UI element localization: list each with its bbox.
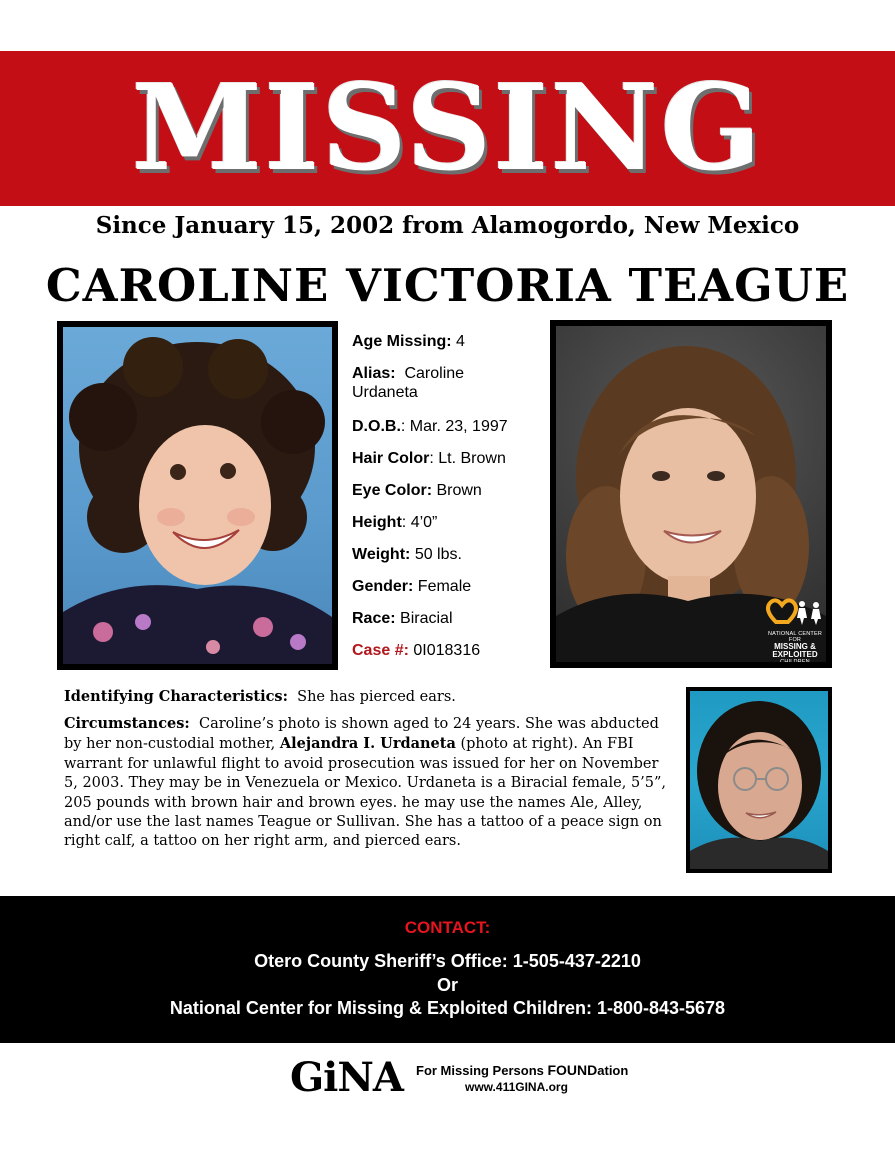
contact-title: CONTACT:: [404, 918, 491, 937]
fact-dob: D.O.B.: Mar. 23, 1997: [352, 418, 508, 435]
gina-url: www.411GINA.org: [465, 1080, 568, 1094]
fact-case-number: Case #: 0I018316: [352, 642, 481, 659]
missing-banner: [0, 51, 895, 206]
fact-hair-color: Hair Color: Lt. Brown: [352, 450, 506, 467]
circumstances: Circumstances: Caroline’s photo is shown aged to 24 years. She was abducted by her non-custodial mother, Alejandra I. Urdaneta (photo at right). An FBI warrant for unlawful flight to avoid prosecution was issued for her on November 5, 2003. They may be in Venezuela or Mexico. Urdaneta is a Biracial female, 5’5”, 205 pounds with brown hair and brown eyes. he may use the names Ale, Alley, and/or use the last names Teague or Sullivan. She has a tattoo of a peace sign on right calf, a tattoo on her right arm, and pierced ears.: [64, 715, 667, 850]
gina-tagline: For Missing Persons FOUNDation: [416, 1062, 629, 1078]
gina-logo-text: GiNA: [290, 1054, 403, 1101]
fact-age-missing: Age Missing: 4: [352, 333, 465, 350]
fact-race: Race: Biracial: [352, 610, 453, 627]
identifying-characteristics: Identifying Characteristics: She has pierced ears.: [64, 688, 456, 705]
abductor-photo: [686, 687, 832, 873]
contact-section: [0, 896, 895, 1043]
ncmec-heart-icon: [762, 596, 826, 626]
gina-foundation-logo: [290, 1056, 630, 1102]
age-progressed-photo: [550, 320, 832, 668]
fact-eye-color: Eye Color: Brown: [352, 482, 482, 499]
abductor-name: Alejandra I. Urdaneta: [279, 735, 456, 753]
contact-sheriff: Otero County Sheriff’s Office: 1-505-437-2210: [254, 951, 641, 971]
missing-person-name: CAROLINE VICTORIA TEAGUE: [45, 259, 850, 312]
fact-weight: Weight: 50 lbs.: [352, 546, 462, 563]
ncmec-logo: NATIONAL CENTER FOR MISSING & EXPLOITED CHILDREN: [762, 596, 826, 658]
fact-height: Height: 4’0”: [352, 514, 438, 531]
banner-title: MISSING: [131, 58, 764, 197]
since-line: Since January 15, 2002 from Alamogordo, New Mexico: [95, 212, 800, 239]
contact-ncmec: National Center for Missing & Exploited Children: 1-800-843-5678: [169, 998, 726, 1018]
childhood-photo: [57, 321, 338, 670]
fact-gender: Gender: Female: [352, 578, 472, 595]
child-portrait-illustration: [63, 327, 332, 664]
fact-alias: Alias: Caroline Urdaneta: [352, 365, 465, 401]
abductor-portrait-illustration: [690, 691, 828, 869]
contact-or: Or: [436, 975, 458, 995]
